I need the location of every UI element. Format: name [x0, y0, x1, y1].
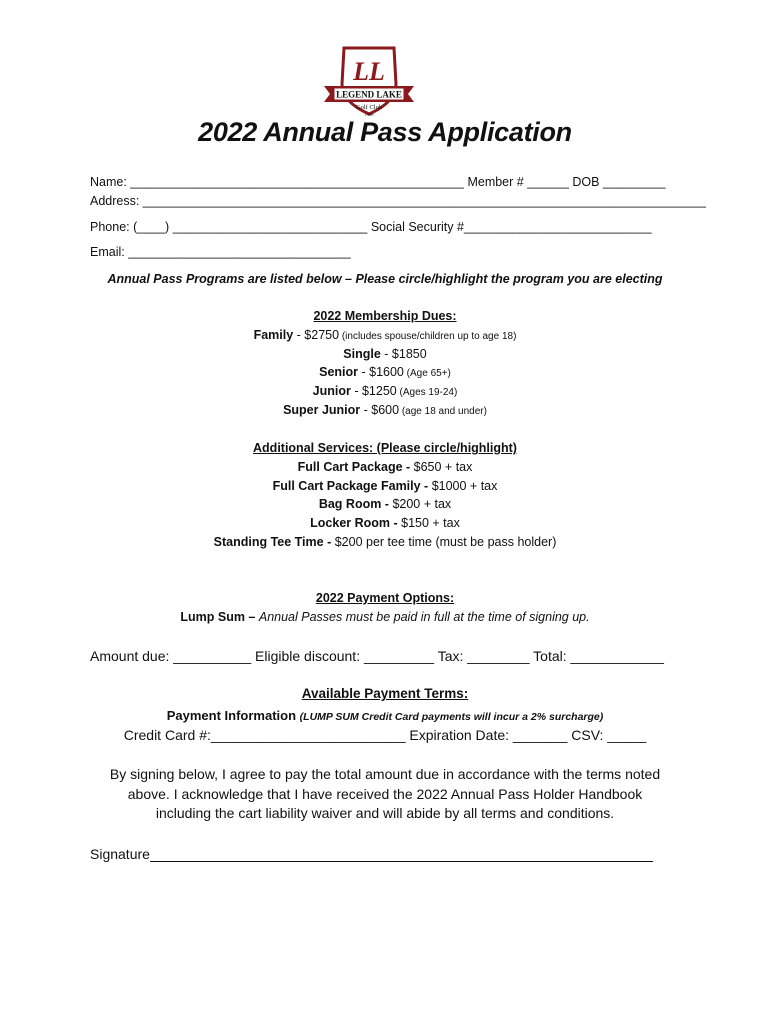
payment-info-note: (LUMP SUM Credit Card payments will incur a 2% surcharge): [299, 711, 604, 723]
service-item-cart-family[interactable]: [0, 479, 770, 493]
service-item-name: Standing Tee Time -: [213, 535, 332, 549]
logo-name: LEGEND LAKE: [336, 89, 402, 100]
lump-sum-label: Lump Sum –: [180, 610, 259, 624]
signature-field[interactable]: [150, 848, 653, 862]
terms-heading: Available Payment Terms:: [301, 686, 469, 701]
service-item-price: $200 + tax: [388, 497, 452, 511]
dues-item-sep: -: [360, 403, 372, 417]
signature-label: Signature: [90, 846, 150, 862]
service-item-price: $200 per tee time (must be pass holder): [331, 535, 557, 549]
dues-item-name: Family: [253, 328, 294, 342]
logo-year: 1968: [364, 112, 374, 117]
dues-item-family[interactable]: [0, 328, 770, 342]
services-heading: Additional Services: (Please circle/highlight): [253, 441, 517, 455]
dues-item-sep: -: [358, 365, 370, 379]
dues-item-sep: -: [350, 384, 362, 398]
service-item-name: Full Cart Package -: [297, 460, 411, 474]
service-item-tee-time[interactable]: [0, 535, 770, 549]
email-line[interactable]: Email: ________________________________: [90, 245, 351, 259]
payment-info-label: Payment Information: [166, 708, 300, 723]
amount-due-line[interactable]: Amount due: __________ Eligible discount: _________ Tax: ________ Total: ____________: [90, 648, 664, 664]
dues-item-price: $1250: [361, 384, 397, 398]
dues-item-note: (Ages 19-24): [396, 387, 458, 398]
service-item-price: $1000 + tax: [428, 479, 498, 493]
dues-item-price: $600: [371, 403, 400, 417]
dues-item-junior[interactable]: [0, 384, 770, 398]
dues-item-note: (age 18 and under): [399, 406, 487, 417]
service-item-name: Bag Room -: [318, 497, 389, 511]
service-item-name: Full Cart Package Family -: [272, 479, 429, 493]
dues-item-senior[interactable]: [0, 365, 770, 379]
dues-item-single[interactable]: [0, 347, 770, 361]
dues-item-sep: -: [293, 328, 305, 342]
service-item-cart[interactable]: [0, 460, 770, 474]
dues-item-name: Super Junior: [283, 403, 361, 417]
dues-item-super-junior[interactable]: [0, 403, 770, 417]
dues-item-note: (Age 65+): [403, 368, 451, 379]
service-item-name: Locker Room -: [310, 516, 398, 530]
service-item-price: $150 + tax: [397, 516, 460, 530]
phone-ssn-line[interactable]: Phone: (____) ____________________________ Social Security #___________________________: [90, 220, 652, 234]
dues-item-note: (includes spouse/children up to age 18): [339, 331, 517, 342]
club-logo: [322, 44, 416, 120]
name-member-dob-line[interactable]: Name: ________________________________________________ Member # ______ DOB _________: [90, 175, 666, 189]
service-item-price: $650 + tax: [410, 460, 473, 474]
agreement-line-1: By signing below, I agree to pay the total amount due in accordance with the terms noted: [109, 766, 661, 782]
address-line[interactable]: Address: _________________________________________________________________________________: [90, 194, 706, 208]
dues-item-price: $1850: [391, 347, 427, 361]
logo-monogram: LL: [353, 57, 385, 86]
payment-heading: 2022 Payment Options:: [315, 591, 455, 605]
lump-sum-line: [0, 610, 770, 624]
lump-sum-text: Annual Passes must be paid in full at the time of signing up.: [258, 610, 590, 624]
dues-heading: 2022 Membership Dues:: [313, 309, 457, 323]
dues-item-price: $1600: [369, 365, 404, 379]
logo-subtitle: Golf Club: [355, 104, 383, 111]
page-title: 2022 Annual Pass Application: [198, 117, 572, 147]
signature-row: [90, 846, 653, 862]
service-item-locker-room[interactable]: [0, 516, 770, 530]
instruction-text: Annual Pass Programs are listed below – Please circle/highlight the program you are electing: [107, 272, 663, 286]
dues-item-price: $2750: [304, 328, 340, 342]
agreement-line-2: above. I acknowledge that I have received the 2022 Annual Pass Holder Handbook: [127, 786, 643, 802]
payment-info-line: [0, 707, 770, 725]
service-item-bag-room[interactable]: [0, 497, 770, 511]
dues-item-name: Senior: [319, 365, 359, 379]
credit-card-line[interactable]: Credit Card #:_________________________ Expiration Date: _______ CSV: _____: [123, 727, 647, 743]
dues-item-sep: -: [380, 347, 392, 361]
dues-item-name: Single: [343, 347, 381, 361]
dues-item-name: Junior: [312, 384, 351, 398]
agreement-line-3: including the cart liability waiver and will abide by all terms and conditions.: [155, 805, 615, 821]
